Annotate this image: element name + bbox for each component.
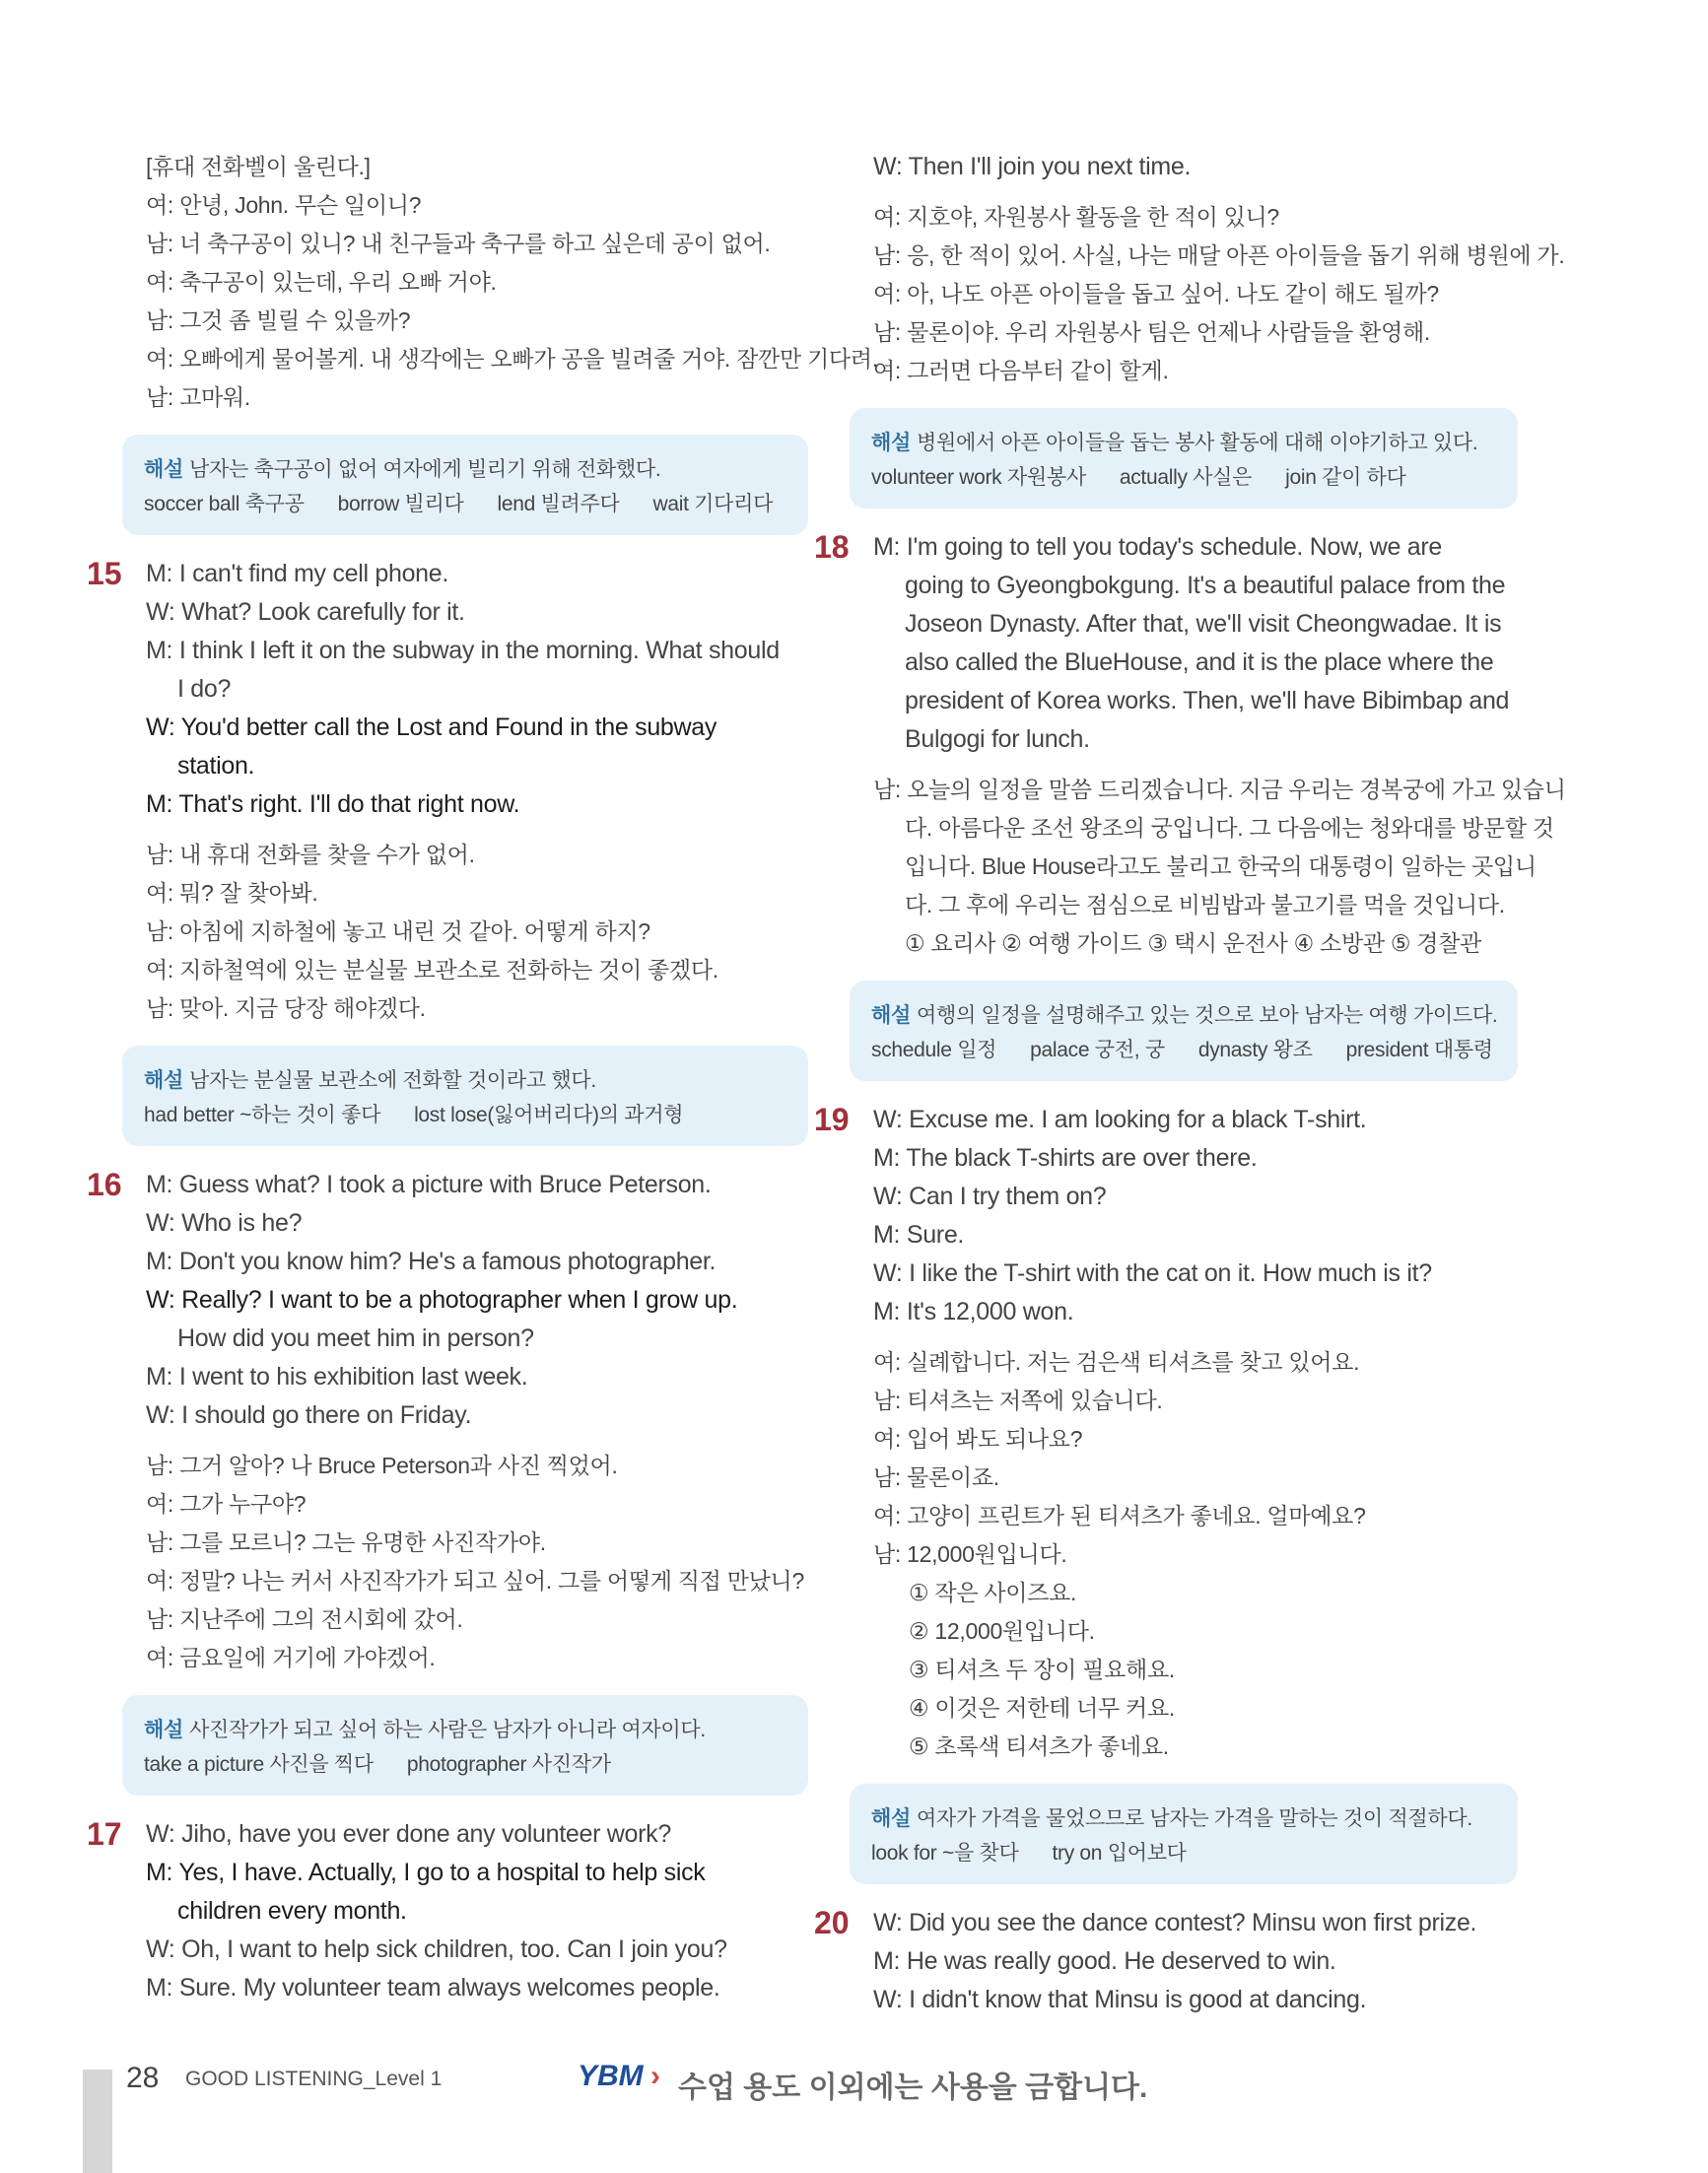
ko-line: 남: 내 휴대 전화를 찾을 수가 없어. — [146, 842, 475, 867]
ko-line: 다. 아름다운 조선 왕조의 궁입니다. 그 다음에는 청와대를 방문할 것 — [905, 815, 1554, 841]
ko-line: 여: 지호야, 자원봉사 활동을 한 적이 있니? — [873, 204, 1279, 230]
ko-line: 여: 그러면 다음부터 같이 할게. — [873, 358, 1169, 383]
ko-line: 여: 안녕, John. 무슨 일이니? — [146, 192, 422, 218]
en-line: M: I think I left it on the subway in the morning. What should — [146, 637, 780, 664]
ko-line: 여: 축구공이 있는데, 우리 오빠 거야. — [146, 269, 497, 295]
vocab-item: photographer 사진작가 — [406, 1753, 611, 1776]
vocab-item: take a picture 사진을 찍다 — [144, 1753, 374, 1776]
explanation-tag: 해설 — [144, 458, 183, 481]
explanation-tag: 해설 — [871, 432, 911, 454]
en-line: W: I didn't know that Minsu is good at dancing. — [873, 1986, 1367, 2013]
ko-line: 남: 물론이죠. — [873, 1464, 999, 1490]
en-line: W: Jiho, have you ever done any volunteer work? — [146, 1820, 671, 1848]
en-line: How did you meet him in person? — [177, 1324, 534, 1352]
ko-line: 남: 너 축구공이 있니? 내 친구들과 축구를 하고 싶은데 공이 없어. — [146, 231, 771, 256]
question-18 — [814, 528, 1566, 1081]
answer-choices: ① 요리사 ② 여행 가이드 ③ 택시 운전사 ④ 소방관 ⑤ 경찰관 — [905, 930, 1482, 956]
question-number: 17 — [87, 1816, 122, 1852]
ko-line: 여: 고양이 프린트가 된 티셔츠가 좋네요. 얼마예요? — [873, 1503, 1366, 1528]
usage-notice: 수업 용도 이외에는 사용을 금합니다. — [678, 2071, 1148, 2104]
ko-line: 남: 지난주에 그의 전시회에 갔어. — [146, 1606, 463, 1632]
en-line: W: Excuse me. I am looking for a black T-shirt. — [873, 1106, 1367, 1133]
explanation-box — [122, 1046, 808, 1146]
en-line: Bulgogi for lunch. — [905, 725, 1090, 753]
ko-line: 여: 아, 나도 아픈 아이들을 돕고 싶어. 나도 같이 해도 될까? — [873, 281, 1439, 306]
ko-line: 남: 티셔츠는 저쪽에 있습니다. — [873, 1388, 1163, 1413]
en-line: going to Gyeongbokgung. It's a beautiful palace from the — [905, 572, 1506, 599]
choice-item: ① 작은 사이즈요. — [909, 1580, 1077, 1605]
ko-line: 남: 12,000원입니다. — [873, 1541, 1067, 1567]
en-line: M: Sure. My volunteer team always welcomes people. — [146, 1974, 720, 2002]
ko-line: 남: 고마워. — [146, 384, 250, 410]
en-line: M: The black T-shirts are over there. — [873, 1144, 1258, 1172]
en-line: W: You'd better call the Lost and Found in the subway — [146, 713, 717, 741]
choice-item: ② 12,000원입니다. — [909, 1618, 1095, 1644]
vocab-item: palace 궁전, 궁 — [1030, 1039, 1165, 1061]
page-number: 28 — [126, 2062, 160, 2094]
q14-transcript — [146, 148, 878, 417]
ko-line: 여: 오빠에게 물어볼게. 내 생각에는 오빠가 공을 빌려줄 거야. 잠깐만 기다려. — [146, 346, 878, 372]
en-line: W: Then I'll join you next time. — [873, 153, 1192, 180]
choice-item: ③ 티셔츠 두 장이 필요해요. — [909, 1657, 1175, 1682]
question-19 — [814, 1101, 1518, 1884]
en-line: M: I'm going to tell you today's schedule. Now, we are — [873, 533, 1442, 561]
vocab-item: join 같이 하다 — [1285, 466, 1406, 489]
explanation-box — [850, 1784, 1518, 1884]
ko-line: 여: 뭐? 잘 찾아봐. — [146, 880, 318, 906]
explanation-text: 여자가 가격을 물었으므로 남자는 가격을 말하는 것이 적절하다. — [916, 1807, 1472, 1830]
en-line: president of Korea works. Then, we'll have Bibimbap and — [905, 687, 1510, 714]
vocab-item: schedule 일정 — [871, 1039, 997, 1061]
ko-line: 남: 아침에 지하철에 놓고 내린 것 같아. 어떻게 하지? — [146, 918, 650, 944]
vocab-item: dynasty 왕조 — [1197, 1039, 1313, 1061]
ko-line: 입니다. Blue House라고도 불리고 한국의 대통령이 일하는 곳입니 — [905, 853, 1537, 879]
en-line: W: I like the T-shirt with the cat on it. How much is it? — [873, 1259, 1432, 1287]
explanation-box — [850, 408, 1518, 509]
en-line: M: Guess what? I took a picture with Bruce Peterson. — [146, 1171, 712, 1198]
ko-line: [휴대 전화벨이 울린다.] — [146, 154, 371, 179]
en-line: children every month. — [177, 1897, 407, 1925]
vocab-item: wait 기다리다 — [652, 493, 774, 515]
explanation-text: 남자는 축구공이 없어 여자에게 빌리기 위해 전화했다. — [188, 458, 661, 481]
explanation-tag: 해설 — [144, 1069, 183, 1092]
en-line: M: It's 12,000 won. — [873, 1298, 1074, 1325]
explanation-text: 여행의 일정을 설명해주고 있는 것으로 보아 남자는 여행 가이드다. — [916, 1004, 1498, 1027]
ko-line: 남: 맞아. 지금 당장 해야겠다. — [146, 995, 426, 1021]
en-line: M: Don't you know him? He's a famous photographer. — [146, 1248, 717, 1275]
choice-item: ④ 이것은 저한테 너무 커요. — [909, 1695, 1175, 1721]
explanation-text: 병원에서 아픈 아이들을 돕는 봉사 활동에 대해 이야기하고 있다. — [916, 432, 1478, 454]
ko-line: 다. 그 후에 우리는 점심으로 비빔밥과 불고기를 먹을 것입니다. — [905, 892, 1505, 917]
en-line: W: What? Look carefully for it. — [146, 598, 465, 626]
explanation-tag: 해설 — [871, 1004, 911, 1027]
en-line: W: Oh, I want to help sick children, too. Can I join you? — [146, 1935, 727, 1963]
choice-item: ⑤ 초록색 티셔츠가 좋네요. — [909, 1733, 1169, 1759]
ko-line: 여: 실례합니다. 저는 검은색 티셔츠를 찾고 있어요. — [873, 1349, 1360, 1375]
en-line: W: Did you see the dance contest? Minsu won first prize. — [873, 1909, 1477, 1936]
question-number: 18 — [814, 529, 850, 565]
book-title: GOOD LISTENING_Level 1 — [185, 2068, 443, 2090]
vocab-item: look for ~을 찾다 — [871, 1842, 1019, 1865]
en-line: W: Really? I want to be a photographer when I grow up. — [146, 1286, 738, 1314]
en-line: I do? — [177, 675, 232, 703]
question-15 — [87, 555, 808, 1146]
en-line: W: I should go there on Friday. — [146, 1401, 472, 1429]
en-line: M: That's right. I'll do that right now. — [146, 790, 520, 818]
vocab-item: president 대통령 — [1345, 1039, 1493, 1061]
explanation-text: 사진작가가 되고 싶어 하는 사람은 남자가 아니라 여자이다. — [188, 1719, 706, 1741]
ko-line: 여: 정말? 나는 커서 사진작가가 되고 싶어. 그를 어떻게 직접 만났니? — [146, 1568, 804, 1594]
en-line: W: Can I try them on? — [873, 1183, 1107, 1210]
publisher-logo: YBM — [578, 2060, 644, 2092]
question-16 — [87, 1166, 808, 1796]
en-line: Joseon Dynasty. After that, we'll visit Cheongwadae. It is — [905, 610, 1502, 638]
explanation-box — [122, 1695, 808, 1796]
en-line: M: Yes, I have. Actually, I go to a hospital to help sick — [146, 1859, 706, 1886]
question-number: 19 — [814, 1102, 850, 1137]
en-line: M: He was really good. He deserved to win. — [873, 1947, 1336, 1975]
ko-line: 남: 응, 한 적이 있어. 사실, 나는 매달 아픈 아이들을 돕기 위해 병원에 가. — [873, 242, 1565, 268]
ko-line: 여: 그가 누구야? — [146, 1491, 307, 1517]
vocab-item: try on 입어보다 — [1052, 1842, 1187, 1865]
en-line: also called the BlueHouse, and it is the place where the — [905, 648, 1494, 676]
explanation-box — [850, 981, 1518, 1081]
en-line: M: Sure. — [873, 1221, 965, 1249]
explanation-tag: 해설 — [871, 1807, 911, 1830]
ko-line: 여: 입어 봐도 되나요? — [873, 1426, 1083, 1452]
question-number: 15 — [87, 556, 122, 591]
en-line: W: Who is he? — [146, 1209, 303, 1237]
ko-line: 남: 오늘의 일정을 말씀 드리겠습니다. 지금 우리는 경복궁에 가고 있습니 — [873, 777, 1566, 802]
vocab-item: soccer ball 축구공 — [144, 493, 305, 515]
vocab-item: lend 빌려주다 — [497, 493, 620, 515]
question-17 — [87, 1815, 808, 2007]
vocab-item: had better ~하는 것이 좋다 — [144, 1104, 381, 1126]
footer-bar — [83, 2070, 112, 2173]
question-number: 16 — [87, 1167, 122, 1202]
en-line: M: I went to his exhibition last week. — [146, 1363, 528, 1391]
chevron-right-icon: › — [650, 2060, 660, 2092]
ko-line: 남: 물론이야. 우리 자원봉사 팀은 언제나 사람들을 환영해. — [873, 319, 1431, 345]
ko-line: 여: 지하철역에 있는 분실물 보관소로 전화하는 것이 좋겠다. — [146, 957, 718, 983]
en-line: M: I can't find my cell phone. — [146, 560, 449, 587]
vocab-item: actually 사실은 — [1119, 466, 1253, 489]
ko-line: 여: 금요일에 거기에 가야겠어. — [146, 1645, 436, 1670]
right-column — [814, 148, 1566, 2019]
ko-line: 남: 그를 모르니? 그는 유명한 사진작가야. — [146, 1529, 546, 1555]
ko-line: 남: 그것 좀 빌릴 수 있을까? — [146, 307, 411, 333]
explanation-text: 남자는 분실물 보관소에 전화할 것이라고 했다. — [188, 1069, 596, 1092]
explanation-tag: 해설 — [144, 1719, 183, 1741]
explanation-box — [122, 435, 808, 535]
en-line: station. — [177, 752, 255, 780]
answer-choices — [873, 1574, 1518, 1766]
question-20 — [814, 1904, 1518, 2019]
question-number: 20 — [814, 1905, 850, 1940]
vocab-item: lost lose(잃어버리다)의 과거형 — [414, 1104, 684, 1126]
vocab-item: borrow 빌리다 — [337, 493, 464, 515]
ko-line: 남: 그거 알아? 나 Bruce Peterson과 사진 찍었어. — [146, 1453, 618, 1478]
vocab-item: volunteer work 자원봉사 — [871, 466, 1086, 489]
